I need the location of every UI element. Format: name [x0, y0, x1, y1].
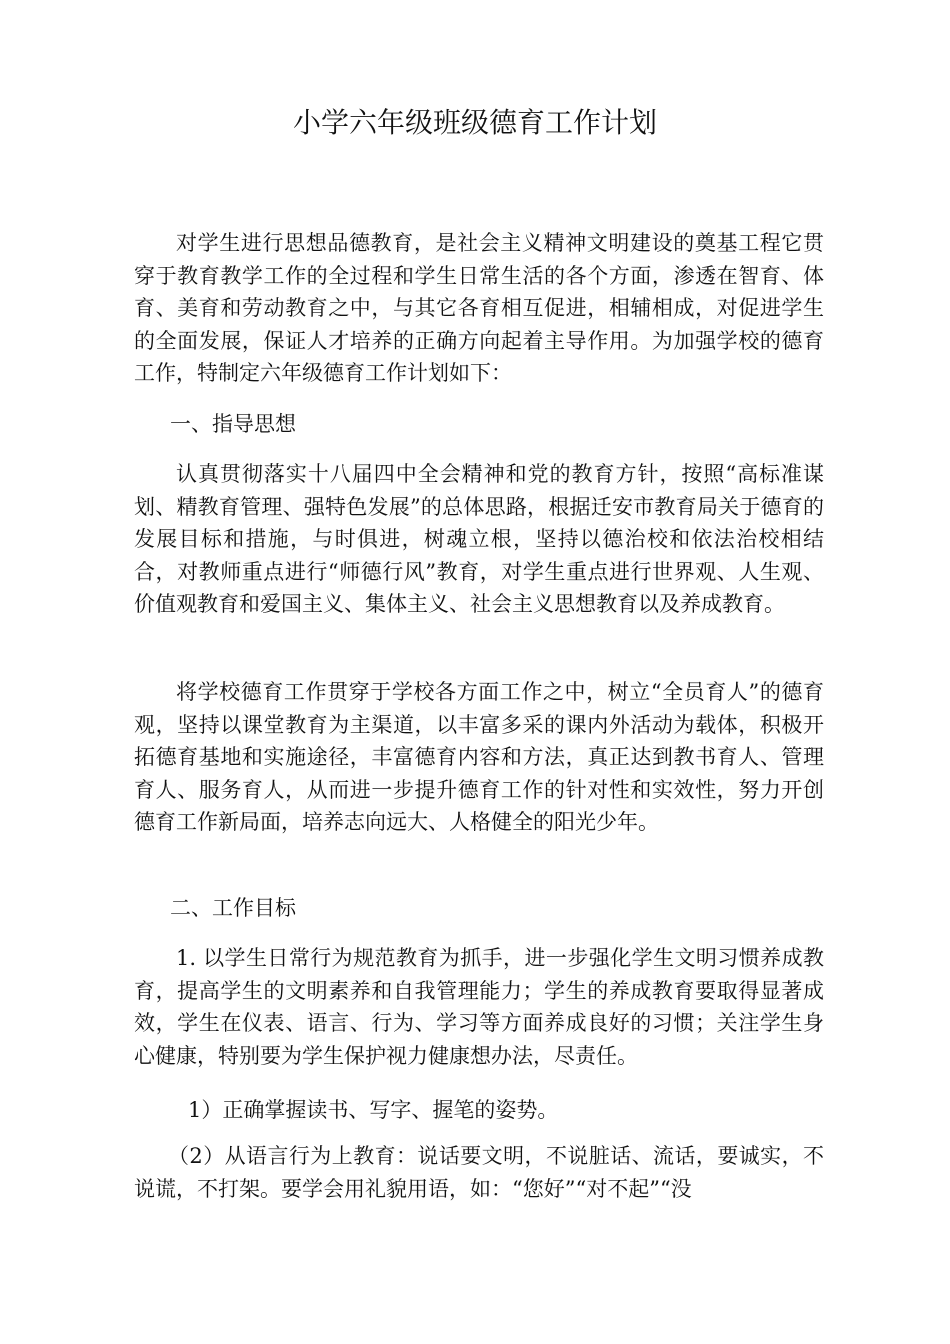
work-goals-paragraph-1: 1. 以学生日常行为规范教育为抓手，进一步强化学生文明习惯养成教育，提高学生的文明素养和自我管理能力；学生的养成教育要取得显著成效，学生在仪表、语言、行为、学习等方面养成良好的习惯；关注学生身心健康，特别要为学生保护视力健康想办法，尽责任。 [134, 946, 824, 1068]
intro-paragraph: 对学生进行思想品德教育，是社会主义精神文明建设的奠基工程它贯穿于教育教学工作的全过程和学生日常生活的各个方面，渗透在智育、体育、美育和劳动教育之中，与其它各育相互促进，相辅相成，对促进学生的全面发展，保证人才培养的正确方向起着主导作用。为加强学校的德育工作，特制定六年级德育工作计划如下： [134, 231, 824, 385]
goal-item-2: （2）从语言行为上教育：说话要文明，不说脏话、流话，要诚实，不说谎，不打架。要学会用礼貌用语，如：“您好”“对不起”“没 [134, 1144, 824, 1201]
section-heading-work-goals: 二、工作目标 [170, 896, 296, 920]
section-heading-guiding-ideology: 一、指导思想 [170, 412, 296, 436]
guiding-ideology-paragraph-1: 认真贯彻落实十八届四中全会精神和党的教育方针，按照“高标准谋划、精教育管理、强特色发展”的总体思路，根据迁安市教育局关于德育的发展目标和措施，与时俱进，树魂立根，坚持以德治校和依法治校相结合，对教师重点进行“师德行风”教育，对学生重点进行世界观、人生观、价值观教育和爱国主义、集体主义、社会主义思想教育以及养成教育。 [134, 462, 824, 616]
guiding-ideology-paragraph-2: 将学校德育工作贯穿于学校各方面工作之中，树立“全员育人”的德育观，坚持以课堂教育为主渠道，以丰富多采的课内外活动为载体，积极开拓德育基地和实施途径，丰富德育内容和方法，真正达到教书育人、管理育人、服务育人，从而进一步提升德育工作的针对性和实效性，努力开创德育工作新局面，培养志向远大、人格健全的阳光少年。 [134, 680, 824, 834]
goal-item-1: 1）正确掌握读书、写字、握笔的姿势。 [188, 1098, 559, 1122]
document-title: 小学六年级班级德育工作计划 [292, 106, 657, 139]
